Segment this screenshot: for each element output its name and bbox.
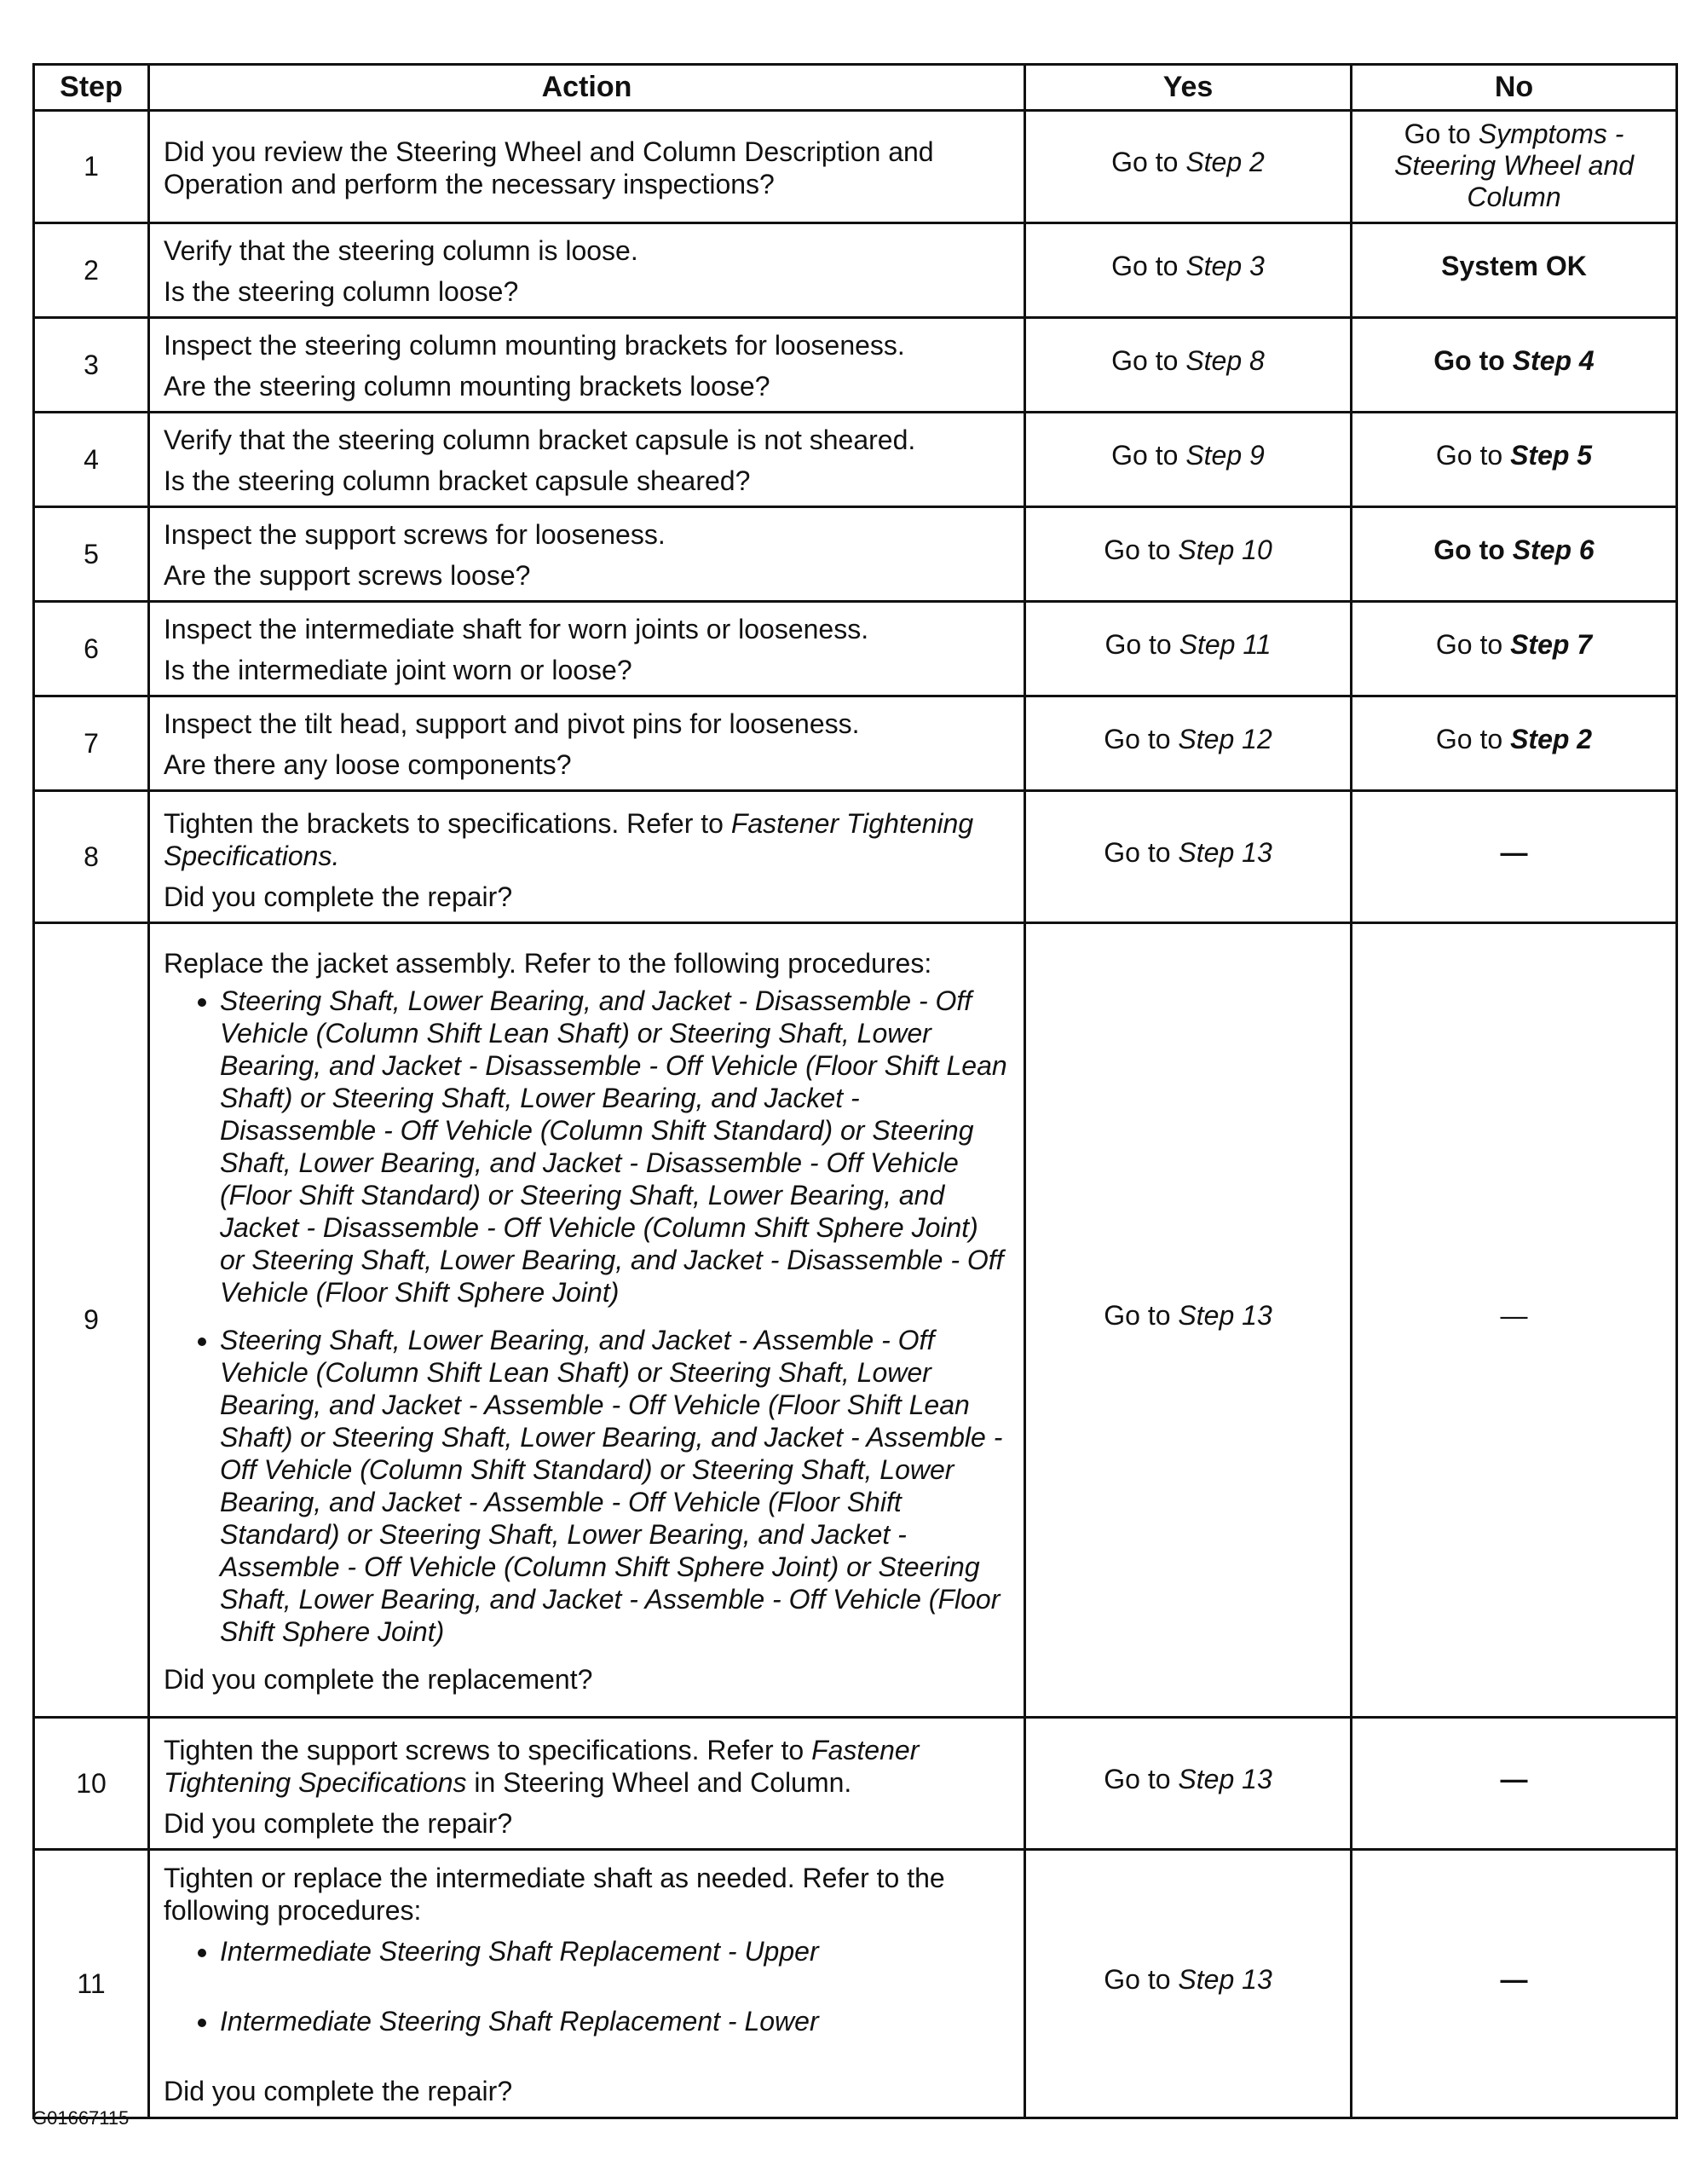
no-step-ref: Step 6 xyxy=(1512,534,1595,565)
action-question: Is the intermediate joint worn or loose? xyxy=(164,655,632,685)
yes-prefix: Go to xyxy=(1104,1300,1171,1331)
step-number: 2 xyxy=(34,223,149,318)
table-row xyxy=(34,791,1677,923)
action-question: Are there any loose components? xyxy=(164,749,572,780)
procedure-item: • Steering Shaft, Lower Bearing, and Jacket - Assemble - Off Vehicle (Column Shift Lean Shaft) or Steering Shaft, Lower Bearing, and Jacket - Assemble - Off Vehicle (Floor Shift Lean Shaft) or Steering Shaft, Lower Bearing, and Jacket - Assemble - Off Vehicle (Column Shift Standard) or Steering Shaft, Lower Bearing, and Jacket - Assemble - Off Vehicle (Floor Shift Standard) or Steering Shaft, Lower Bearing, and Jacket - Assemble - Off Vehicle (Column Shift Sphere Joint) or Steering Shaft, Lower Bearing, and Jacket - Assemble - Off Vehicle (Floor Shift Sphere Joint) xyxy=(220,1324,1010,1648)
table-row xyxy=(34,602,1677,696)
step-number: 5 xyxy=(34,507,149,602)
no-prefix: Go to xyxy=(1433,344,1505,376)
action-question: Are the support screws loose? xyxy=(164,560,531,591)
header-no: No xyxy=(1352,65,1677,111)
yes-cell xyxy=(1025,318,1352,413)
table-row xyxy=(34,223,1677,318)
table-row xyxy=(34,1718,1677,1850)
table-row xyxy=(34,318,1677,413)
no-cell xyxy=(1352,111,1677,223)
yes-step-ref: Step 11 xyxy=(1179,628,1272,660)
action-reference: Fastener Tightening Specifications. xyxy=(164,808,974,871)
no-cell xyxy=(1352,696,1677,791)
no-cell xyxy=(1352,507,1677,602)
no-cell xyxy=(1352,602,1677,696)
step-number: 8 xyxy=(34,791,149,923)
action-text: Verify that the steering column is loose. xyxy=(164,235,638,266)
figure-id: G01667115 xyxy=(32,2107,130,2129)
yes-step-ref: Step 13 xyxy=(1178,1963,1272,1995)
action-cell xyxy=(149,111,1025,223)
yes-prefix: Go to xyxy=(1104,534,1171,565)
yes-step-ref: Step 13 xyxy=(1178,836,1272,868)
yes-prefix: Go to xyxy=(1111,344,1179,376)
action-intro: Tighten or replace the intermediate shaft as needed. Refer to the following procedures: xyxy=(164,1863,945,1926)
yes-cell xyxy=(1025,791,1352,923)
action-text xyxy=(164,807,1010,872)
yes-cell xyxy=(1025,507,1352,602)
no-cell xyxy=(1352,791,1677,923)
no-step-ref: Step 7 xyxy=(1510,628,1593,660)
action-cell xyxy=(149,791,1025,923)
no-cell xyxy=(1352,223,1677,318)
yes-prefix: Go to xyxy=(1104,1763,1171,1794)
step-number: 4 xyxy=(34,413,149,507)
yes-cell xyxy=(1025,223,1352,318)
action-text: Inspect the tilt head, support and pivot pins for looseness. xyxy=(164,708,860,739)
procedure-item: • Steering Shaft, Lower Bearing, and Jacket - Disassemble - Off Vehicle (Column Shift Lean Shaft) or Steering Shaft, Lower Bearing, and Jacket - Disassemble - Off Vehicle (Floor Shift Lean Shaft) or Steering Shaft, Lower Bearing, and Jacket - Disassemble - Off Vehicle (Column Shift Standard) or Steering Shaft, Lower Bearing, and Jacket - Disassemble - Off Vehicle (Floor Shift Standard) or Steering Shaft, Lower Bearing, and Jacket - Disassemble - Off Vehicle (Column Shift Sphere Joint) or Steering Shaft, Lower Bearing, and Jacket - Disassemble - Off Vehicle (Floor Shift Sphere Joint) xyxy=(220,985,1010,1309)
action-question: Is the steering column bracket capsule sheared? xyxy=(164,465,751,496)
action-question: Is the steering column loose? xyxy=(164,276,519,307)
yes-prefix: Go to xyxy=(1104,723,1171,754)
yes-prefix: Go to xyxy=(1111,439,1179,471)
action-question: Are the steering column mounting brackets loose? xyxy=(164,371,770,402)
action-cell xyxy=(149,1850,1025,2118)
yes-step-ref: Step 12 xyxy=(1178,723,1272,754)
action-cell xyxy=(149,696,1025,791)
action-cell xyxy=(149,923,1025,1718)
no-prefix: Go to xyxy=(1404,118,1471,149)
no-prefix: Go to xyxy=(1435,723,1503,754)
action-cell xyxy=(149,413,1025,507)
no-dash: — xyxy=(1500,1763,1528,1794)
step-number: 10 xyxy=(34,1718,149,1850)
no-step-ref: Step 5 xyxy=(1510,439,1593,471)
action-question: Did you complete the replacement? xyxy=(164,1663,593,1695)
table-row xyxy=(34,413,1677,507)
header-action: Action xyxy=(149,65,1025,111)
header-row xyxy=(34,65,1677,111)
yes-prefix: Go to xyxy=(1111,250,1179,281)
action-intro: Replace the jacket assembly. Refer to the following procedures: xyxy=(164,947,932,979)
yes-step-ref: Step 13 xyxy=(1178,1300,1272,1331)
yes-step-ref: Step 13 xyxy=(1178,1763,1272,1794)
no-step-ref: Step 4 xyxy=(1512,344,1595,376)
no-cell xyxy=(1352,1718,1677,1850)
no-dash: — xyxy=(1500,1963,1528,1995)
yes-prefix: Go to xyxy=(1104,836,1171,868)
table-row xyxy=(34,507,1677,602)
step-number: 1 xyxy=(34,111,149,223)
procedure-item: • Intermediate Steering Shaft Replacement - Upper xyxy=(220,1935,1010,1967)
no-result: System OK xyxy=(1441,250,1587,281)
action-reference: Fastener Tightening Specifications xyxy=(164,1735,920,1798)
table-row xyxy=(34,111,1677,223)
action-cell xyxy=(149,1718,1025,1850)
no-cell xyxy=(1352,923,1677,1718)
diagnostic-table xyxy=(32,63,1678,2119)
yes-cell xyxy=(1025,1850,1352,2118)
step-number: 9 xyxy=(34,923,149,1718)
yes-step-ref: Step 9 xyxy=(1185,439,1265,471)
action-text: Inspect the intermediate shaft for worn joints or looseness. xyxy=(164,614,869,644)
procedure-item: • Intermediate Steering Shaft Replacement - Lower xyxy=(220,2005,1010,2037)
yes-cell xyxy=(1025,111,1352,223)
yes-step-ref: Step 3 xyxy=(1185,250,1265,281)
step-number: 3 xyxy=(34,318,149,413)
action-cell xyxy=(149,318,1025,413)
no-prefix: Go to xyxy=(1433,534,1505,565)
table-row xyxy=(34,923,1677,1718)
step-number: 6 xyxy=(34,602,149,696)
action-text: Did you review the Steering Wheel and Column Description and Operation and perform the necessary inspections? xyxy=(164,136,934,199)
action-cell xyxy=(149,507,1025,602)
header-yes: Yes xyxy=(1025,65,1352,111)
action-text: Verify that the steering column bracket capsule is not sheared. xyxy=(164,425,916,455)
no-cell xyxy=(1352,318,1677,413)
no-dash: — xyxy=(1500,1300,1528,1331)
yes-prefix: Go to xyxy=(1104,1963,1171,1995)
action-intro: Tighten the brackets to specifications. Refer to xyxy=(164,808,724,839)
step-number: 11 xyxy=(34,1850,149,2118)
yes-step-ref: Step 8 xyxy=(1185,344,1265,376)
no-cell xyxy=(1352,413,1677,507)
no-cell xyxy=(1352,1850,1677,2118)
yes-prefix: Go to xyxy=(1111,147,1179,177)
action-intro: Tighten the support screws to specifications. Refer to xyxy=(164,1735,804,1765)
action-tail: in Steering Wheel and Column. xyxy=(466,1767,852,1798)
step-number: 7 xyxy=(34,696,149,791)
yes-prefix: Go to xyxy=(1104,628,1172,660)
procedure-list xyxy=(164,985,1010,1648)
yes-cell xyxy=(1025,696,1352,791)
action-question: Did you complete the repair? xyxy=(164,2076,513,2106)
action-cell xyxy=(149,223,1025,318)
yes-cell xyxy=(1025,602,1352,696)
yes-cell xyxy=(1025,1718,1352,1850)
table-row xyxy=(34,1850,1677,2118)
action-text xyxy=(164,1734,1010,1799)
yes-step-ref: Step 2 xyxy=(1185,147,1265,177)
no-step-ref: Step 2 xyxy=(1510,723,1593,754)
action-text: Inspect the steering column mounting brackets for looseness. xyxy=(164,330,905,361)
no-prefix: Go to xyxy=(1435,439,1503,471)
yes-cell xyxy=(1025,923,1352,1718)
no-prefix: Go to xyxy=(1435,628,1503,660)
yes-step-ref: Step 10 xyxy=(1178,534,1272,565)
action-question: Did you complete the repair? xyxy=(164,1808,513,1839)
action-cell xyxy=(149,602,1025,696)
table-row xyxy=(34,696,1677,791)
header-step: Step xyxy=(34,65,149,111)
procedure-list xyxy=(164,1935,1010,2037)
yes-cell xyxy=(1025,413,1352,507)
action-text: Inspect the support screws for looseness. xyxy=(164,519,666,550)
no-reference: Symptoms - Steering Wheel and Column xyxy=(1393,118,1635,212)
no-dash: — xyxy=(1500,836,1528,868)
action-question: Did you complete the repair? xyxy=(164,881,513,912)
